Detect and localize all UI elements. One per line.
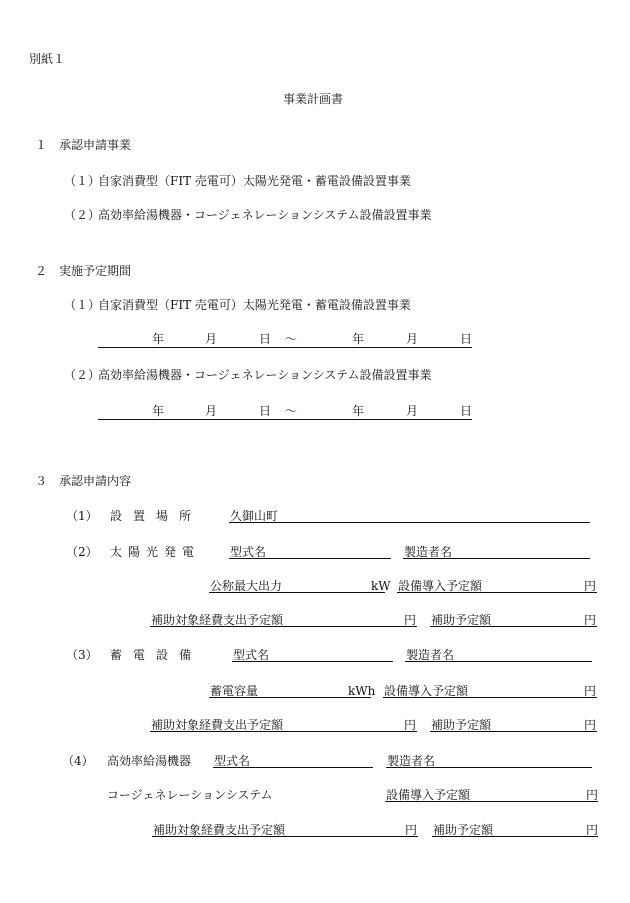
start-month-label: 月 bbox=[205, 332, 218, 346]
location-label: 設置場所 bbox=[110, 509, 203, 523]
section1-item2-number: （２） bbox=[64, 208, 101, 222]
water-heater-subsidy-cost-label: 補助対象経費支出予定額 bbox=[153, 823, 286, 837]
solar-install-cost-underline bbox=[397, 592, 597, 593]
solar-subsidy-cost-label: 補助対象経費支出予定額 bbox=[151, 613, 284, 627]
end-month-label: 月 bbox=[406, 404, 419, 418]
water-heater-model-label: 型式名 bbox=[214, 754, 251, 768]
section2-item1-text: 自家消費型（FIT 売電可）太陽光発電・蓄電設備設置事業 bbox=[98, 298, 411, 312]
water-heater-subsidy-yen: 円 bbox=[586, 823, 599, 837]
water-heater-install-cost-label: 設備導入予定額 bbox=[386, 788, 471, 802]
water-heater-label: 高効率給湯機器 bbox=[107, 754, 192, 768]
section3-number: ３ bbox=[35, 474, 48, 488]
water-heater-model-underline bbox=[213, 767, 373, 768]
section2-heading: 実施予定期間 bbox=[59, 264, 132, 278]
storage-subsidy-cost-underline bbox=[150, 731, 417, 732]
end-day-label: 日 bbox=[460, 332, 473, 346]
storage-subsidy-cost-label: 補助対象経費支出予定額 bbox=[151, 718, 284, 732]
solar-model-label: 型式名 bbox=[230, 545, 267, 559]
storage-maker-label: 製造者名 bbox=[406, 648, 455, 662]
item4-number: （4） bbox=[62, 754, 94, 768]
end-year-label: 年 bbox=[352, 404, 365, 418]
water-heater-maker-underline bbox=[386, 767, 592, 768]
solar-subsidy-underline bbox=[430, 626, 597, 627]
end-day-label: 日 bbox=[460, 404, 473, 418]
solar-install-cost-label: 設備導入予定額 bbox=[398, 579, 483, 593]
solar-install-cost-yen: 円 bbox=[584, 579, 597, 593]
range-tilde: ～ bbox=[285, 404, 298, 418]
range-tilde: ～ bbox=[285, 332, 298, 346]
end-month-label: 月 bbox=[406, 332, 419, 346]
solar-output-label: 公称最大出力 bbox=[210, 579, 283, 593]
storage-label: 蓄電設備 bbox=[110, 648, 203, 662]
location-value: 久御山町 bbox=[230, 509, 279, 523]
section2-item2-text: 高効率給湯機器・コージェネレーションシステム設備設置事業 bbox=[98, 368, 432, 382]
solar-output-underline bbox=[209, 592, 385, 593]
storage-capacity-unit: kWh bbox=[348, 684, 376, 698]
storage-capacity-label: 蓄電容量 bbox=[210, 684, 259, 698]
section1-item2-text: 高効率給湯機器・コージェネレーションシステム設備設置事業 bbox=[98, 208, 432, 222]
document-title: 事業計画書 bbox=[283, 92, 344, 106]
solar-subsidy-label: 補助予定額 bbox=[431, 613, 492, 627]
period-underline bbox=[98, 347, 472, 348]
start-year-label: 年 bbox=[152, 404, 165, 418]
storage-subsidy-cost-yen: 円 bbox=[404, 718, 417, 732]
solar-maker-underline bbox=[403, 558, 590, 559]
water-heater-subsidy-underline bbox=[432, 836, 598, 837]
solar-model-underline bbox=[229, 558, 391, 559]
start-month-label: 月 bbox=[205, 404, 218, 418]
start-day-label: 日 bbox=[259, 404, 272, 418]
storage-subsidy-label: 補助予定額 bbox=[431, 718, 492, 732]
section1-heading: 承認申請事業 bbox=[59, 138, 132, 152]
item1-number: （1） bbox=[66, 509, 98, 523]
item3-number: （3） bbox=[66, 648, 98, 662]
water-heater-subsidy-cost-yen: 円 bbox=[405, 823, 418, 837]
start-day-label: 日 bbox=[259, 332, 272, 346]
section1-item1-text: 自家消費型（FIT 売電可）太陽光発電・蓄電設備設置事業 bbox=[98, 174, 411, 188]
storage-model-underline bbox=[232, 661, 393, 662]
section1-number: １ bbox=[35, 138, 48, 152]
storage-install-cost-underline bbox=[383, 697, 597, 698]
attachment-label: 別紙１ bbox=[29, 52, 66, 66]
start-year-label: 年 bbox=[152, 332, 165, 346]
storage-install-cost-yen: 円 bbox=[584, 684, 597, 698]
location-underline bbox=[229, 522, 590, 523]
section3-heading: 承認申請内容 bbox=[59, 474, 132, 488]
section1-item1-number: （１） bbox=[64, 174, 101, 188]
water-heater-maker-label: 製造者名 bbox=[387, 754, 436, 768]
storage-maker-underline bbox=[405, 661, 592, 662]
water-heater-install-cost-underline bbox=[385, 801, 598, 802]
water-heater-install-cost-yen: 円 bbox=[586, 788, 599, 802]
storage-subsidy-yen: 円 bbox=[584, 718, 597, 732]
solar-output-unit: kW bbox=[371, 579, 391, 593]
item2-number: （2） bbox=[66, 545, 98, 559]
section2-item1-number: （１） bbox=[64, 298, 101, 312]
section2-number: ２ bbox=[35, 264, 48, 278]
solar-subsidy-cost-underline bbox=[150, 626, 417, 627]
water-heater-subsidy-label: 補助予定額 bbox=[433, 823, 494, 837]
storage-subsidy-underline bbox=[430, 731, 597, 732]
solar-subsidy-cost-yen: 円 bbox=[404, 613, 417, 627]
period-underline bbox=[98, 419, 472, 420]
water-heater-subsidy-cost-underline bbox=[152, 836, 418, 837]
solar-label: 太陽光発電 bbox=[110, 545, 201, 559]
section2-item2-number: （２） bbox=[64, 368, 101, 382]
solar-maker-label: 製造者名 bbox=[404, 545, 453, 559]
end-year-label: 年 bbox=[352, 332, 365, 346]
storage-install-cost-label: 設備導入予定額 bbox=[384, 684, 469, 698]
solar-subsidy-yen: 円 bbox=[584, 613, 597, 627]
storage-capacity-underline bbox=[209, 697, 371, 698]
storage-model-label: 型式名 bbox=[233, 648, 270, 662]
cogeneration-label: コージェネレーションシステム bbox=[107, 788, 273, 802]
